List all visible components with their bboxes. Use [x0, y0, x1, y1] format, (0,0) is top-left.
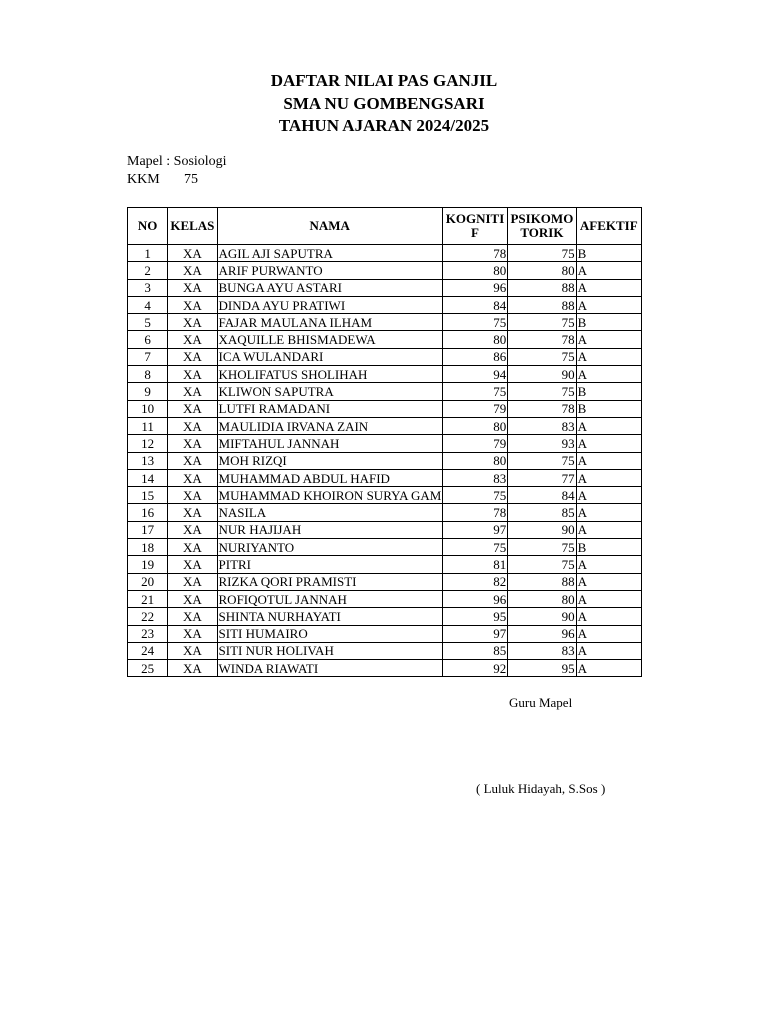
- table-row: [128, 521, 642, 538]
- cell-kelas: XA: [168, 452, 217, 469]
- cell-afektif: B: [576, 383, 641, 400]
- column-header-kognitif-line1: KOGNITI: [445, 211, 505, 226]
- cell-psikomotorik: 75: [508, 348, 576, 365]
- cell-nama: DINDA AYU PRATIWI: [217, 296, 442, 313]
- cell-kognitif: 78: [442, 245, 507, 262]
- cell-nama: NUR HAJIJAH: [217, 521, 442, 538]
- table-row: [128, 296, 642, 313]
- cell-no: 16: [128, 504, 168, 521]
- cell-afektif: B: [576, 400, 641, 417]
- cell-kognitif: 95: [442, 608, 507, 625]
- cell-kelas: XA: [168, 435, 217, 452]
- cell-nama: BUNGA AYU ASTARI: [217, 279, 442, 296]
- table-row: [128, 417, 642, 434]
- table-row: [128, 245, 642, 262]
- table-row: [128, 539, 642, 556]
- column-header-psikomotorik-line1: PSIKOMO: [510, 211, 574, 226]
- cell-psikomotorik: 90: [508, 366, 576, 383]
- cell-nama: NASILA: [217, 504, 442, 521]
- cell-no: 1: [128, 245, 168, 262]
- document-header: [0, 70, 768, 138]
- table-row: [128, 383, 642, 400]
- cell-kognitif: 94: [442, 366, 507, 383]
- cell-kelas: XA: [168, 487, 217, 504]
- cell-no: 5: [128, 314, 168, 331]
- column-header-nama: NAMA: [217, 208, 442, 245]
- cell-kelas: XA: [168, 331, 217, 348]
- cell-kelas: XA: [168, 262, 217, 279]
- cell-no: 12: [128, 435, 168, 452]
- cell-nama: NURIYANTO: [217, 539, 442, 556]
- cell-afektif: A: [576, 487, 641, 504]
- cell-afektif: A: [576, 348, 641, 365]
- cell-nama: WINDA RIAWATI: [217, 660, 442, 677]
- column-header-psikomotorik: [508, 208, 576, 245]
- cell-psikomotorik: 75: [508, 314, 576, 331]
- column-header-afektif: AFEKTIF: [576, 208, 641, 245]
- cell-kognitif: 92: [442, 660, 507, 677]
- cell-kognitif: 75: [442, 383, 507, 400]
- cell-no: 8: [128, 366, 168, 383]
- cell-no: 23: [128, 625, 168, 642]
- cell-afektif: A: [576, 296, 641, 313]
- table-row: [128, 348, 642, 365]
- cell-psikomotorik: 95: [508, 660, 576, 677]
- cell-kelas: XA: [168, 573, 217, 590]
- cell-kognitif: 85: [442, 642, 507, 659]
- cell-kelas: XA: [168, 400, 217, 417]
- cell-kelas: XA: [168, 625, 217, 642]
- cell-no: 13: [128, 452, 168, 469]
- cell-afektif: A: [576, 590, 641, 607]
- cell-kelas: XA: [168, 366, 217, 383]
- cell-nama: ROFIQOTUL JANNAH: [217, 590, 442, 607]
- table-row: [128, 573, 642, 590]
- cell-afektif: A: [576, 279, 641, 296]
- cell-psikomotorik: 80: [508, 262, 576, 279]
- cell-afektif: A: [576, 262, 641, 279]
- cell-nama: KLIWON SAPUTRA: [217, 383, 442, 400]
- subject-line: [127, 153, 227, 171]
- cell-kelas: XA: [168, 556, 217, 573]
- cell-psikomotorik: 83: [508, 417, 576, 434]
- cell-psikomotorik: 88: [508, 296, 576, 313]
- grades-table-head: [128, 208, 642, 245]
- cell-no: 24: [128, 642, 168, 659]
- cell-kognitif: 82: [442, 573, 507, 590]
- grades-table: [127, 207, 642, 677]
- cell-no: 14: [128, 469, 168, 486]
- signature-name: ( Luluk Hidayah, S.Sos ): [476, 781, 606, 796]
- cell-kelas: XA: [168, 469, 217, 486]
- cell-afektif: B: [576, 539, 641, 556]
- cell-no: 17: [128, 521, 168, 538]
- table-row: [128, 279, 642, 296]
- cell-no: 15: [128, 487, 168, 504]
- cell-no: 10: [128, 400, 168, 417]
- cell-kognitif: 84: [442, 296, 507, 313]
- cell-nama: MOH RIZQI: [217, 452, 442, 469]
- cell-afektif: A: [576, 469, 641, 486]
- table-row: [128, 590, 642, 607]
- cell-kognitif: 80: [442, 331, 507, 348]
- cell-nama: AGIL AJI SAPUTRA: [217, 245, 442, 262]
- cell-kognitif: 78: [442, 504, 507, 521]
- subject-info: [127, 153, 227, 189]
- cell-no: 2: [128, 262, 168, 279]
- cell-no: 6: [128, 331, 168, 348]
- cell-nama: MUHAMMAD KHOIRON SURYA GAM: [218, 487, 442, 503]
- cell-kelas: XA: [168, 279, 217, 296]
- column-header-no: NO: [128, 208, 168, 245]
- cell-no: 7: [128, 348, 168, 365]
- cell-kognitif: 97: [442, 625, 507, 642]
- cell-psikomotorik: 88: [508, 279, 576, 296]
- cell-kognitif: 83: [442, 469, 507, 486]
- subject-label: Mapel : Sosiologi: [127, 154, 227, 169]
- cell-nama: MIFTAHUL JANNAH: [217, 435, 442, 452]
- school-name: SMA NU GOMBENGSARI: [283, 93, 485, 113]
- cell-no: 21: [128, 590, 168, 607]
- cell-nama: XAQUILLE BHISMADEWA: [217, 331, 442, 348]
- cell-afektif: A: [576, 642, 641, 659]
- header-row: [128, 208, 642, 245]
- cell-nama: SITI NUR HOLIVAH: [217, 642, 442, 659]
- cell-kelas: XA: [168, 314, 217, 331]
- table-row: [128, 504, 642, 521]
- academic-year: TAHUN AJARAN 2024/2025: [278, 116, 490, 135]
- cell-kognitif: 80: [442, 262, 507, 279]
- cell-psikomotorik: 75: [508, 245, 576, 262]
- cell-psikomotorik: 75: [508, 452, 576, 469]
- cell-kelas: XA: [168, 642, 217, 659]
- table-row: [128, 556, 642, 573]
- cell-psikomotorik: 96: [508, 625, 576, 642]
- cell-kelas: XA: [168, 383, 217, 400]
- table-row: [128, 469, 642, 486]
- cell-kognitif: 79: [442, 435, 507, 452]
- cell-kelas: XA: [168, 539, 217, 556]
- cell-nama: MAULIDIA IRVANA ZAIN: [217, 417, 442, 434]
- column-header-kognitif-line2: F: [471, 225, 479, 240]
- cell-nama: LUTFI RAMADANI: [217, 400, 442, 417]
- table-row: [128, 608, 642, 625]
- cell-psikomotorik: 85: [508, 504, 576, 521]
- table-row: [128, 487, 642, 504]
- cell-kognitif: 96: [442, 590, 507, 607]
- cell-afektif: A: [576, 556, 641, 573]
- cell-afektif: B: [576, 245, 641, 262]
- cell-nama: SHINTA NURHAYATI: [217, 608, 442, 625]
- cell-no: 19: [128, 556, 168, 573]
- cell-no: 20: [128, 573, 168, 590]
- table-row: [128, 642, 642, 659]
- cell-kognitif: 96: [442, 279, 507, 296]
- cell-kognitif: 75: [442, 539, 507, 556]
- table-row: [128, 435, 642, 452]
- cell-kelas: XA: [168, 590, 217, 607]
- cell-kelas: XA: [168, 245, 217, 262]
- cell-psikomotorik: 90: [508, 521, 576, 538]
- table-row: [128, 400, 642, 417]
- table-row: [128, 314, 642, 331]
- column-header-kognitif: [442, 208, 507, 245]
- cell-afektif: A: [576, 504, 641, 521]
- table-row: [128, 452, 642, 469]
- cell-kognitif: 75: [442, 487, 507, 504]
- cell-psikomotorik: 75: [508, 556, 576, 573]
- cell-afektif: A: [576, 660, 641, 677]
- table-row: [128, 625, 642, 642]
- table-row: [128, 262, 642, 279]
- cell-no: 9: [128, 383, 168, 400]
- cell-afektif: A: [576, 452, 641, 469]
- cell-afektif: A: [576, 366, 641, 383]
- kkm-label: KKM: [127, 172, 160, 187]
- cell-psikomotorik: 78: [508, 331, 576, 348]
- column-header-kelas: KELAS: [168, 208, 217, 245]
- cell-kognitif: 80: [442, 452, 507, 469]
- cell-nama: ARIF PURWANTO: [217, 262, 442, 279]
- cell-no: 18: [128, 539, 168, 556]
- cell-kelas: XA: [168, 417, 217, 434]
- cell-no: 22: [128, 608, 168, 625]
- cell-no: 3: [128, 279, 168, 296]
- cell-nama: PITRI: [217, 556, 442, 573]
- cell-kelas: XA: [168, 504, 217, 521]
- cell-kognitif: 80: [442, 417, 507, 434]
- document-title: DAFTAR NILAI PAS GANJIL: [270, 71, 498, 90]
- signature-role: Guru Mapel: [509, 695, 573, 710]
- kkm-line: [127, 171, 227, 189]
- cell-afektif: A: [576, 625, 641, 642]
- cell-psikomotorik: 83: [508, 642, 576, 659]
- cell-psikomotorik: 78: [508, 400, 576, 417]
- cell-psikomotorik: 88: [508, 573, 576, 590]
- cell-psikomotorik: 80: [508, 590, 576, 607]
- cell-psikomotorik: 93: [508, 435, 576, 452]
- cell-psikomotorik: 75: [508, 383, 576, 400]
- cell-kelas: XA: [168, 521, 217, 538]
- cell-nama: MUHAMMAD ABDUL HAFID: [217, 469, 442, 486]
- cell-nama: FAJAR MAULANA ILHAM: [217, 314, 442, 331]
- cell-afektif: A: [576, 573, 641, 590]
- cell-kelas: XA: [168, 296, 217, 313]
- cell-psikomotorik: 90: [508, 608, 576, 625]
- cell-nama: ICA WULANDARI: [217, 348, 442, 365]
- cell-kelas: XA: [168, 348, 217, 365]
- cell-no: 4: [128, 296, 168, 313]
- cell-nama: RIZKA QORI PRAMISTI: [217, 573, 442, 590]
- cell-afektif: A: [576, 417, 641, 434]
- cell-afektif: A: [576, 608, 641, 625]
- cell-nama: SITI HUMAIRO: [217, 625, 442, 642]
- table-row: [128, 366, 642, 383]
- cell-kognitif: 86: [442, 348, 507, 365]
- cell-kognitif: 81: [442, 556, 507, 573]
- grades-table-body: [128, 245, 642, 677]
- cell-no: 25: [128, 660, 168, 677]
- table-row: [128, 660, 642, 677]
- cell-psikomotorik: 84: [508, 487, 576, 504]
- cell-kelas: XA: [168, 660, 217, 677]
- table-row: [128, 331, 642, 348]
- cell-nama: KHOLIFATUS SHOLIHAH: [217, 366, 442, 383]
- cell-kognitif: 75: [442, 314, 507, 331]
- cell-kognitif: 79: [442, 400, 507, 417]
- cell-no: 11: [128, 417, 168, 434]
- cell-psikomotorik: 75: [508, 539, 576, 556]
- cell-kelas: XA: [168, 608, 217, 625]
- cell-afektif: A: [576, 331, 641, 348]
- cell-afektif: B: [576, 314, 641, 331]
- cell-kognitif: 97: [442, 521, 507, 538]
- kkm-value: 75: [184, 172, 198, 187]
- cell-afektif: A: [576, 521, 641, 538]
- column-header-psikomotorik-line2: TORIK: [520, 225, 564, 240]
- cell-afektif: A: [576, 435, 641, 452]
- cell-psikomotorik: 77: [508, 469, 576, 486]
